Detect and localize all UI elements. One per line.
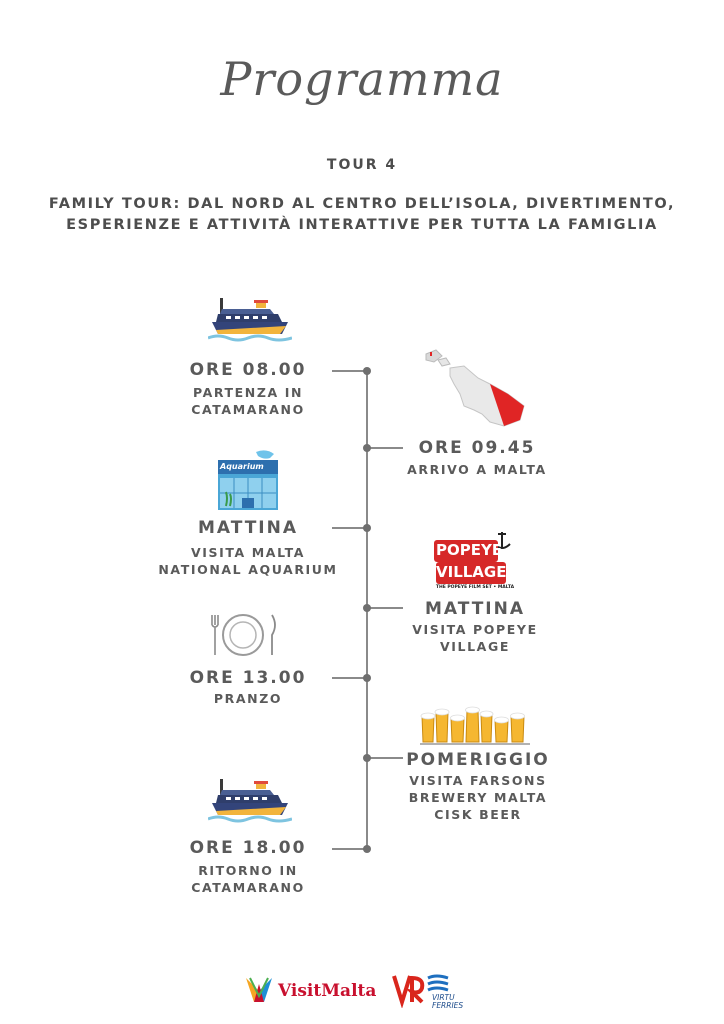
desc-line: BREWERY MALTA [408, 790, 548, 805]
ferry-icon [208, 296, 292, 346]
timeline-time: ORE 08.00 [189, 360, 307, 380]
timeline-time: ORE 09.45 [418, 438, 536, 458]
visitmalta-emblem-icon [244, 974, 274, 1006]
aquarium-icon [216, 448, 280, 510]
desc-line: VISITA FARSONS [409, 773, 547, 788]
aquarium-sign: Aquarium [220, 462, 264, 471]
desc-line: RITORNO IN [198, 863, 298, 878]
beer-glasses-icon [420, 704, 530, 746]
timeline-dot [363, 674, 371, 682]
desc-line: VISITA POPEYE [412, 622, 538, 637]
desc-line: PRANZO [213, 691, 283, 706]
popeye-logo-line1: POPEYE [436, 541, 503, 559]
timeline-dot [363, 367, 371, 375]
desc-line: PARTENZA IN [192, 385, 304, 400]
timeline-desc [392, 461, 562, 478]
timeline-dot [363, 845, 371, 853]
popeye-logo-line2: VILLAGE [436, 563, 507, 581]
popeye-village-logo [432, 530, 518, 592]
tour-subtitle [30, 194, 694, 236]
virtu-ferries-logo [392, 970, 482, 1010]
page-title: Programma [220, 52, 504, 106]
popeye-logo-tagline: THE POPEYE FILM SET • MALTA [435, 585, 515, 590]
timeline-time: ORE 13.00 [189, 668, 307, 688]
desc-line: NATIONAL AQUARIUM [158, 562, 338, 577]
timeline-desc [388, 772, 568, 823]
desc-line: VISITA MALTA [191, 545, 305, 560]
malta-map-icon [420, 348, 532, 428]
subtitle-line-1: FAMILY TOUR: DAL NORD AL CENTRO DELL’ISOLA, DIVERTIMENTO, [48, 196, 676, 212]
virtu-ferries-text [432, 994, 463, 1010]
desc-line: VILLAGE [440, 639, 510, 654]
timeline-dot [363, 524, 371, 532]
timeline-desc [168, 862, 328, 896]
visitmalta-logo [244, 972, 377, 1008]
timeline-dot [363, 754, 371, 762]
subtitle-line-2: ESPERIENZE E ATTIVITÀ INTERATTIVE PER TUTTA LA FAMIGLIA [66, 217, 658, 233]
timeline-desc [395, 621, 555, 655]
timeline-desc [168, 690, 328, 707]
desc-line: CATAMARANO [191, 880, 305, 895]
timeline-desc [168, 384, 328, 418]
plate-cutlery-icon [206, 611, 280, 659]
virtu-line-2: FERRIES [432, 1001, 464, 1010]
timeline-branch [367, 447, 403, 449]
timeline-desc [148, 544, 348, 578]
timeline-branch [367, 607, 403, 609]
desc-line: CISK BEER [434, 807, 522, 822]
timeline-time: MATTINA [424, 599, 526, 619]
timeline-time: POMERIGGIO [406, 750, 550, 770]
timeline-dot [363, 444, 371, 452]
visitmalta-text: VisitMalta [278, 981, 377, 1001]
virtu-line-1: VIRTU [432, 993, 455, 1002]
tour-label: TOUR 4 [326, 157, 398, 173]
timeline-time: ORE 18.00 [189, 838, 307, 858]
desc-line: ARRIVO A MALTA [407, 462, 547, 477]
ferry-icon [208, 777, 292, 827]
desc-line: CATAMARANO [191, 402, 305, 417]
timeline-dot [363, 604, 371, 612]
timeline-time: MATTINA [197, 518, 299, 538]
